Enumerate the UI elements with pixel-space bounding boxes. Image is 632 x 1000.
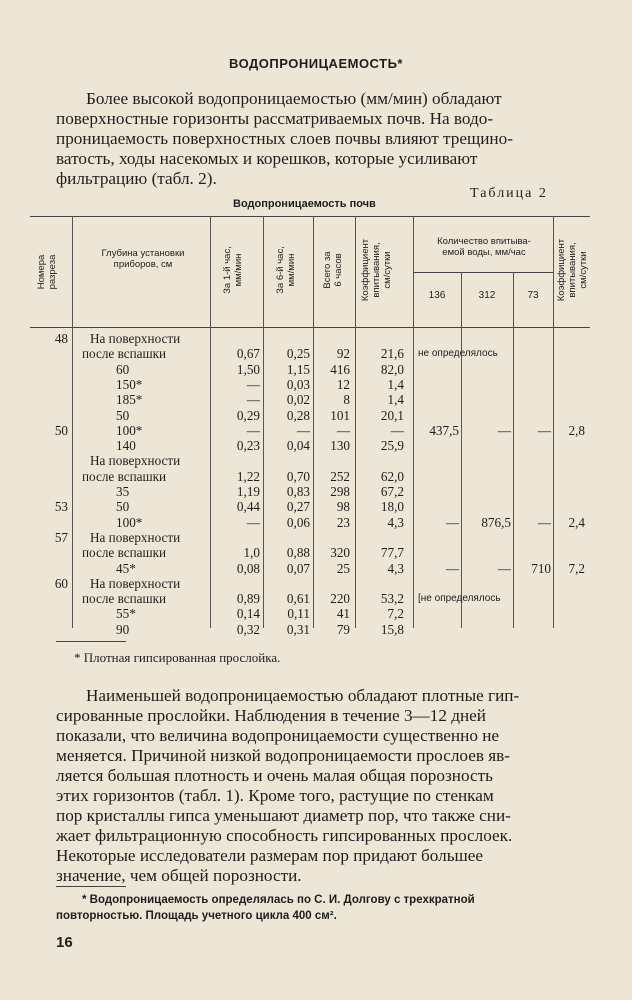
header-profile: Номера разреза [36,254,58,290]
cell-depth: 150* [116,376,143,392]
cell-1h: 0,44 [236,499,260,515]
cell-1h: 1,19 [236,484,260,499]
table-top-rule [30,216,590,217]
cell-total: 220 [330,591,350,607]
cell-6h: 0,11 [287,606,310,622]
cell-total: 23 [336,514,350,530]
cell-1h: — [246,514,260,530]
cell-1h: 1,22 [236,468,260,484]
subheader-136: 136 [428,290,446,301]
paragraph-line: показали, что величина водопроницаемости существенно не [56,726,500,745]
col-divider [210,216,211,628]
cell-6h: 0,25 [286,346,310,362]
paragraph-line: ватость, ходы насекомых и корешков, которые усиливают [56,149,478,168]
cell-1h: 0,14 [236,606,260,622]
cell-depth: 50 [116,407,130,423]
cell-312: — [497,560,511,576]
cell-profile-number: 50 [54,422,68,438]
cell-1h: — [246,392,260,408]
cell-coef: 53,2 [380,591,404,607]
cell-total: 298 [330,484,350,499]
cell-1h: 1,0 [243,545,260,561]
cell-1h: 1,50 [236,361,260,377]
cell-coef2: 7,2 [568,560,585,576]
cell-312: — [497,422,511,438]
cell-coef2: 2,4 [568,514,585,530]
footnote-line-2: повторностью. Площадь учетного цикла 400 см². [56,910,337,922]
paragraph-2 [56,686,588,886]
cell-profile-number: 60 [54,575,68,591]
cell-profile-number: 57 [54,529,68,545]
cell-total: 12 [336,376,350,392]
cell-total: 320 [330,545,350,561]
cell-depth: после вспашки [82,346,167,362]
cell-coef: 1,4 [387,392,404,408]
paragraph-line: пор кристаллы гипса уменьшают диаметр пор, что также сни- [56,806,511,825]
col-divider [313,216,314,628]
cell-6h: 0,70 [286,468,310,484]
cell-1h: — [246,376,260,392]
header-coef: Коэффициент впитывания, см/сутки [360,238,393,302]
cell-depth: На поверхности [90,575,181,591]
header-absorbed: Количество впитыва- емой воды, мм/час [437,236,531,258]
cell-depth: 60 [116,361,130,377]
cell-depth: На поверхности [90,453,181,469]
cell-depth: после вспашки [82,545,167,561]
cell-total: 8 [343,392,350,408]
cell-total: 25 [336,560,350,576]
cell-coef: — [390,422,404,438]
cell-coef: 77,7 [380,545,404,561]
subheader-73: 73 [527,290,539,301]
cell-1h: 0,32 [236,621,260,637]
cell-6h: — [296,422,310,438]
cell-6h: 1,15 [286,361,310,377]
cell-1h: 0,08 [236,560,260,576]
header-coef2: Коэффициент впитывания, см/сутки [556,238,589,302]
cell-total: 92 [336,346,350,362]
header-1h: За 1-й час, мм/мин [222,246,244,294]
table-label: Таблица 2 [470,186,548,201]
footnote-rule [56,886,126,887]
cell-coef: 62,0 [380,468,404,484]
cell-not-determined: [не определялось [418,593,501,605]
col-divider [461,272,462,628]
cell-73: — [537,514,551,530]
cell-6h: 0,83 [286,484,310,499]
cell-depth: 55* [116,606,136,622]
cell-6h: 0,61 [286,591,310,607]
cell-total: 41 [336,606,350,622]
cell-total: 416 [330,361,350,377]
cell-1h: 0,29 [236,407,260,423]
cell-73: 710 [531,560,551,576]
cell-6h: 0,88 [286,545,310,561]
cell-1h: 0,67 [236,346,260,362]
cell-6h: 0,02 [286,392,310,408]
cell-6h: 0,07 [286,560,310,576]
paragraph-line: поверхностные горизонты рассматриваемых почв. На водо- [56,109,494,128]
cell-coef: 20,1 [380,407,404,423]
col-divider [413,216,414,628]
col-divider [513,272,514,628]
col-divider [355,216,356,628]
cell-depth: после вспашки [82,468,167,484]
cell-1h: 0,23 [236,438,260,454]
header-depth: Глубина установки приборов, см [101,248,185,270]
cell-total: 130 [330,438,350,454]
cell-6h: 0,03 [286,376,310,392]
cell-coef: 1,4 [387,376,404,392]
cell-coef: 25,9 [380,438,404,454]
table-header-rule [30,327,590,328]
paragraph-line: проницаемость поверхностных слоев почвы влияют трещино- [56,129,513,148]
table-note: * Плотная гипсированная прослойка. [74,650,281,665]
cell-coef: 82,0 [380,361,404,377]
cell-136: — [445,560,459,576]
col-divider [553,216,554,628]
cell-depth: На поверхности [90,529,181,545]
footnote-line-1: * Водопроницаемость определялась по С. И. Долгову с трехкратной [82,894,475,906]
cell-73: — [537,422,551,438]
cell-total: 79 [336,621,350,637]
header-6h: За 6-й час, мм/мин [275,246,297,294]
cell-coef2: 2,8 [568,422,585,438]
cell-total: — [336,422,350,438]
cell-1h: — [246,422,260,438]
cell-profile-number: 53 [54,499,68,515]
page-number: 16 [56,934,73,951]
cell-coef: 15,8 [380,621,404,637]
cell-coef: 7,2 [387,606,404,622]
cell-total: 252 [330,468,350,484]
header-total: Всего за 6 часов [322,251,344,289]
cell-6h: 0,28 [286,407,310,423]
paragraph-line: Более высокой водопроницаемостью (мм/мин) обладают [86,89,502,108]
cell-depth: 185* [116,392,143,408]
cell-6h: 0,06 [286,514,310,530]
paragraph-line: значение, чем общей порозности. [56,866,302,885]
paragraph-line: Наименьшей водопроницаемостью обладают плотные гип- [86,686,520,705]
cell-depth: 140 [116,438,136,454]
table-caption: Водопроницаемость почв [233,198,376,210]
cell-depth: 100* [116,422,143,438]
cell-depth: На поверхности [90,331,181,346]
cell-6h: 0,31 [286,621,310,637]
paragraph-line: этих горизонтов (табл. 1). Кроме того, растущие по стенкам [56,786,494,805]
paragraph-line: сированные прослойки. Наблюдения в течение 3—12 дней [56,706,486,725]
cell-depth: 50 [116,499,130,515]
cell-profile-number: 48 [54,331,68,346]
col-divider [263,216,264,628]
cell-depth: 35 [116,484,130,499]
cell-coef: 4,3 [387,560,404,576]
paragraph-line: ляется большая плотность и очень малая общая порозность [56,766,493,785]
cell-depth: 90 [116,621,130,637]
page-title: ВОДОПРОНИЦАЕМОСТЬ* [229,56,403,71]
cell-depth: 45* [116,560,136,576]
cell-coef: 67,2 [380,484,404,499]
cell-6h: 0,04 [286,438,310,454]
cell-depth: после вспашки [82,591,167,607]
cell-not-determined: не определялось [418,348,498,360]
cell-coef: 4,3 [387,514,404,530]
cell-coef: 21,6 [380,346,404,362]
col-divider [72,216,73,628]
cell-depth: 100* [116,514,143,530]
paragraph-line: Некоторые исследователи размерам пор придают большее [56,846,484,865]
subheader-312: 312 [478,290,496,301]
cell-coef: 18,0 [380,499,404,515]
subheader-rule [413,272,553,273]
cell-312: 876,5 [481,514,511,530]
cell-total: 98 [336,499,350,515]
note-rule [56,641,126,642]
cell-6h: 0,27 [286,499,310,515]
cell-total: 101 [330,407,350,423]
cell-1h: 0,89 [236,591,260,607]
paragraph-line: меняется. Причиной низкой водопроницаемости прослоев яв- [56,746,510,765]
cell-136: 437,5 [429,422,459,438]
paragraph-1 [56,89,588,189]
cell-136: — [445,514,459,530]
paragraph-line: фильтрацию (табл. 2). [56,169,217,188]
paragraph-line: жает фильтрационную способность гипсированных прослоек. [56,826,513,845]
